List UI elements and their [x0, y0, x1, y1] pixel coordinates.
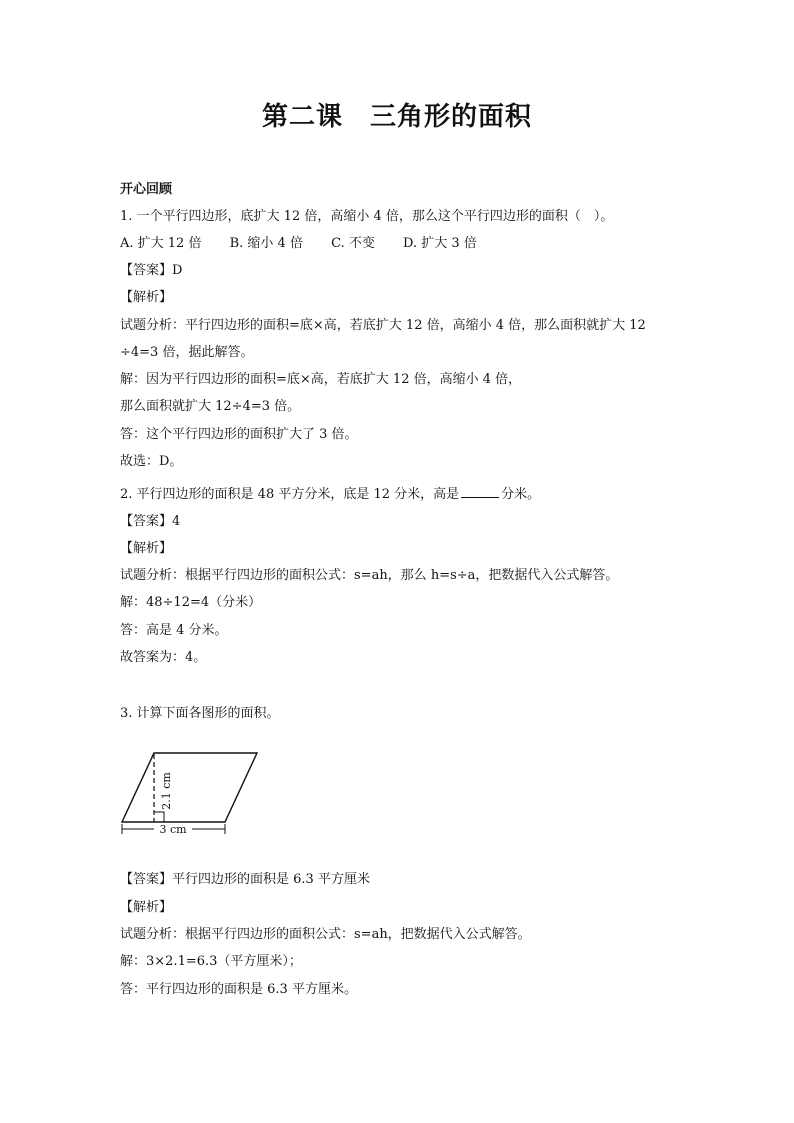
q2-answer: 【答案】4 — [120, 514, 181, 529]
q1-option-c: C. 不变 — [331, 236, 375, 251]
q1-answer: 【答案】D — [120, 263, 183, 278]
page-title: 第二课 三角形的面积 — [261, 102, 532, 132]
q1-analysis-line: 试题分析：平行四边形的面积=底×高，若底扩大 12 倍，高缩小 4 倍，那么面积就扩大 12 — [120, 318, 646, 333]
parallelogram-figure — [118, 744, 268, 844]
q2-stem-before: 2. 平行四边形的面积是 48 平方分米，底是 12 分米，高是 — [120, 487, 460, 502]
q2-analysis-line: 试题分析：根据平行四边形的面积公式：s=ah，那么 h=s÷a，把数据代入公式解答。 — [120, 568, 619, 583]
q1-analysis-label: 【解析】 — [120, 290, 173, 305]
q2-final-line: 故答案为：4。 — [120, 650, 207, 665]
q2-reply-line: 答：高是 4 分米。 — [120, 623, 228, 638]
parallelogram-diagram — [118, 744, 268, 844]
q3-analysis-line: 试题分析：根据平行四边形的面积公式：s=ah，把数据代入公式解答。 — [120, 927, 531, 942]
height-label: 2.1 cm — [160, 772, 173, 810]
q1-solution-line: 那么面积就扩大 12÷4=3 倍。 — [120, 399, 301, 414]
parallelogram-shape — [122, 753, 257, 822]
q1-options — [120, 234, 501, 254]
q1-reply-line: 答：这个平行四边形的面积扩大了 3 倍。 — [120, 427, 358, 442]
q1-choice-line: 故选：D。 — [120, 454, 183, 469]
q1-analysis-line: ÷4=3 倍，据此解答。 — [120, 345, 254, 360]
right-angle-mark — [154, 812, 164, 822]
q2-stem-after: 分米。 — [501, 487, 541, 502]
q2-answer-blank — [461, 484, 499, 498]
q2-analysis-label: 【解析】 — [120, 541, 173, 556]
q1-stem: 1. 一个平行四边形，底扩大 12 倍，高缩小 4 倍，那么这个平行四边形的面积（ ）。 — [120, 209, 614, 224]
q2-stem — [120, 484, 540, 505]
q1-option-a: A. 扩大 12 倍 — [120, 236, 202, 251]
q3-reply-line: 答：平行四边形的面积是 6.3 平方厘米。 — [120, 982, 357, 997]
section-heading: 开心回顾 — [120, 182, 173, 197]
q3-stem: 3. 计算下面各图形的面积。 — [120, 706, 280, 721]
q2-solution-line: 解：48÷12=4（分米） — [120, 595, 262, 610]
q3-solution-line: 解：3×2.1=6.3（平方厘米）； — [120, 954, 302, 969]
q1-option-d: D. 扩大 3 倍 — [403, 236, 477, 251]
base-label: 3 cm — [159, 823, 187, 836]
q1-solution-line: 解：因为平行四边形的面积=底×高，若底扩大 12 倍，高缩小 4 倍， — [120, 372, 522, 387]
q1-option-b: B. 缩小 4 倍 — [229, 236, 303, 251]
q3-analysis-label: 【解析】 — [120, 900, 173, 915]
q3-answer: 【答案】平行四边形的面积是 6.3 平方厘米 — [120, 872, 370, 887]
